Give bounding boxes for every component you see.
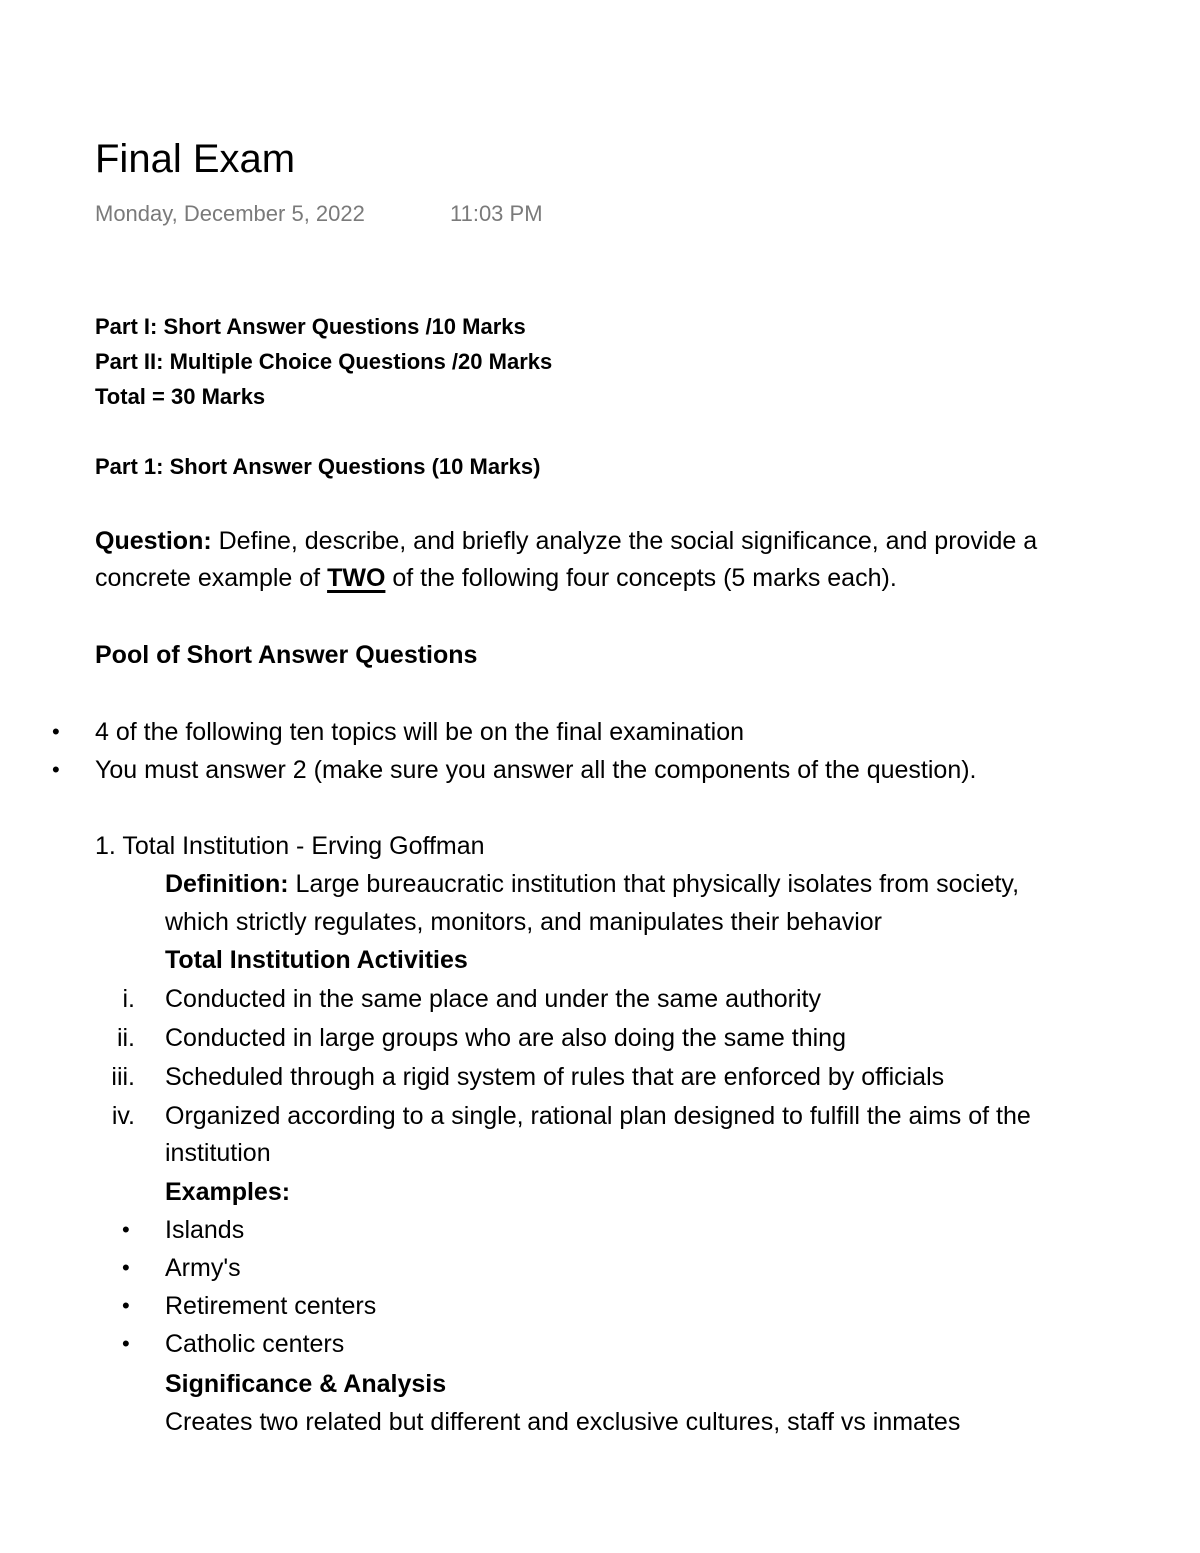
- question-line-1: [95, 525, 1037, 557]
- activity-item: Conducted in large groups who are also doing the same thing: [165, 1024, 846, 1052]
- pool-heading: Pool of Short Answer Questions: [95, 641, 478, 669]
- question-label: Question:: [95, 527, 212, 555]
- marks-part1: Part I: Short Answer Questions /10 Marks: [95, 314, 526, 339]
- activity-item: Conducted in the same place and under the same authority: [165, 985, 821, 1013]
- example-item: Islands: [165, 1216, 245, 1244]
- list-number: iv.: [111, 1102, 135, 1130]
- example-item: Retirement centers: [165, 1292, 377, 1320]
- marks-part2: Part II: Multiple Choice Questions /20 Marks: [95, 349, 553, 374]
- topic-title: 1. Total Institution - Erving Goffman: [95, 832, 485, 860]
- question-line-2: [95, 562, 897, 594]
- examples-heading: Examples:: [165, 1178, 291, 1206]
- page-title: Final Exam: [95, 137, 296, 181]
- question-emphasis: TWO: [327, 564, 386, 592]
- definition-text-2: which strictly regulates, monitors, and manipulates their behavior: [165, 908, 883, 936]
- question-text-1: Define, describe, and briefly analyze the social significance, and provide a: [211, 527, 1038, 555]
- example-item: Army's: [165, 1254, 241, 1282]
- bullet-icon: •: [52, 719, 60, 744]
- definition-label: Definition:: [165, 870, 289, 898]
- example-item: Catholic centers: [165, 1330, 345, 1358]
- bullet-icon: •: [52, 757, 60, 782]
- pool-bullet-1: 4 of the following ten topics will be on the final examination: [95, 718, 744, 746]
- question-text-2a: concrete example of: [95, 564, 328, 592]
- bullet-icon: •: [122, 1255, 130, 1280]
- activity-item-continued: institution: [165, 1139, 271, 1167]
- bullet-icon: •: [122, 1331, 130, 1356]
- list-number: ii.: [116, 1024, 135, 1052]
- definition-text-1: Large bureaucratic institution that physically isolates from society,: [288, 870, 1020, 898]
- marks-total: Total = 30 Marks: [95, 384, 266, 409]
- page-time: 11:03 PM: [450, 201, 543, 226]
- list-number: iii.: [111, 1063, 135, 1091]
- activity-item: Scheduled through a rigid system of rules that are enforced by officials: [165, 1063, 945, 1091]
- activity-item: Organized according to a single, rational plan designed to fulfill the aims of the: [165, 1102, 1031, 1130]
- question-text-2b: of the following four concepts (5 marks each).: [385, 564, 897, 592]
- bullet-icon: •: [122, 1293, 130, 1318]
- bullet-icon: •: [122, 1217, 130, 1242]
- pool-bullet-2: You must answer 2 (make sure you answer all the components of the question).: [95, 756, 977, 784]
- significance-heading: Significance & Analysis: [165, 1370, 447, 1398]
- section-heading: Part 1: Short Answer Questions (10 Marks): [95, 454, 541, 479]
- list-number: i.: [122, 985, 135, 1013]
- definition-line-1: [165, 868, 1019, 900]
- significance-text: Creates two related but different and exclusive cultures, staff vs inmates: [165, 1408, 961, 1436]
- page-date: Monday, December 5, 2022: [95, 201, 365, 226]
- activities-heading: Total Institution Activities: [165, 946, 468, 974]
